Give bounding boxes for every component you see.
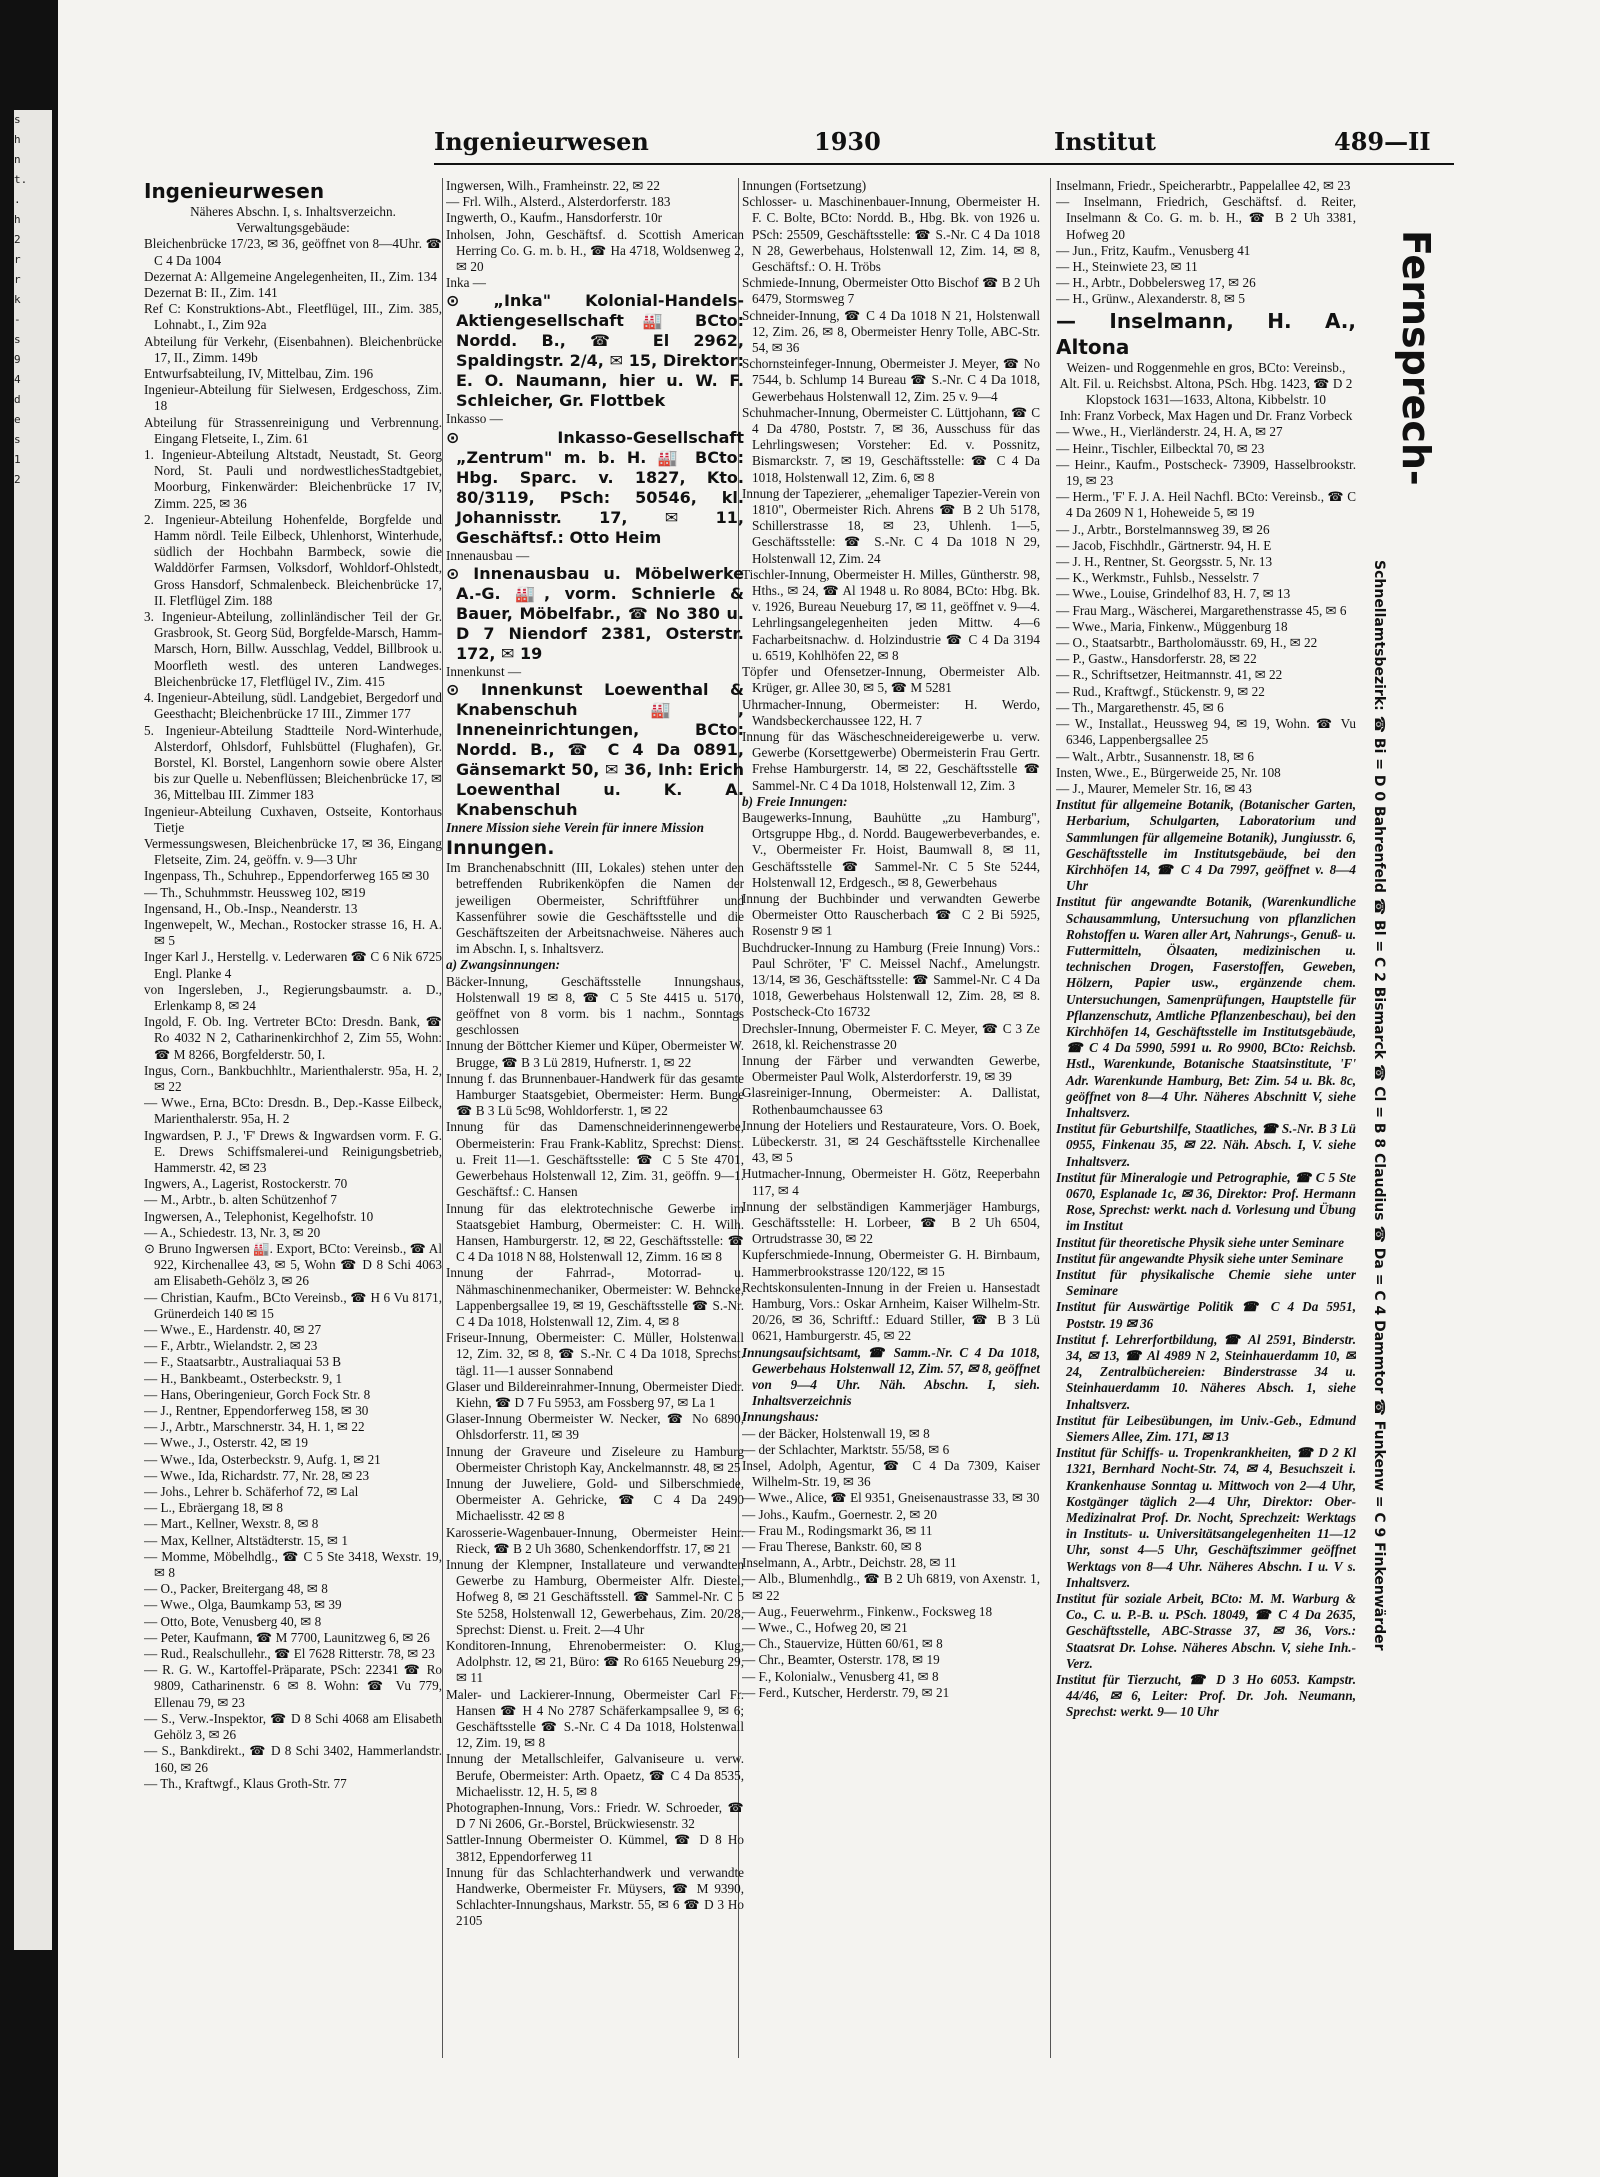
column-1 (144, 178, 442, 2118)
directory-entry: Innung der Juweliere, Gold- und Silberschmiede, Obermeister A. Gehricke, ☎ C 4 Da 2490 Michaelisstr. 42 ✉ 8 (446, 1475, 744, 1524)
directory-entry: — J., Maurer, Memeler Str. 16, ✉ 43 (1056, 780, 1252, 796)
directory-entry: — Alb., Blumenhdlg., ☎ B 2 Uh 6819, von Axenstr. 1, ✉ 22 (742, 1571, 1040, 1603)
directory-entry: Innung für das Damenschneiderinnengewerbe, Obermeisterin: Frau Frank-Kablitz, Sprechst: Dienst. u. Freit 11—1. Geschäftsstelle: ☎ C 5 Ste 4701, Gewerbehaus Holstenwall 12, Zim. 31, geöffn. 9—1. Geschäftsf.: C. Hansen (446, 1119, 744, 1200)
directory-entry: — F., Kolonialw., Venusberg 41, ✉ 8 (742, 1668, 939, 1684)
directory-entry: ⊙ Innenausbau u. Möbelwerke A.-G. 🏭, vorm. Schnierle & Bauer, Möbelfabr., ☎ No 380 u. D 7 Niendorf 2381, Osterstr. 172, ✉ 19 (446, 563, 744, 663)
directory-entry: — Wwe., C., Hofweg 20, ✉ 21 (742, 1620, 908, 1636)
directory-entry: Rechtskonsulenten-Innung in der Freien u. Hansestadt Hamburg, Vors.: Oskar Arnheim, Kaiser Wilhelm-Str. 20/26, ✉ 36, Schriftf.: Eduard Stiller, ☎ B 3 Lü 0621, Hamburgerstr. 45, ✉ 22 (742, 1279, 1040, 1344)
directory-entry: Ref C: Konstruktions-Abt., Fleetflügel, III., Zim. 385, Lohnabt., I., Zim 92a (144, 301, 442, 333)
directory-entry: Innungen (Fortsetzung) (742, 178, 867, 193)
directory-entry: 1. Ingenieur-Abteilung Altstadt, Neustadt, St. Georg Nord, St. Pauli und nordwestlichesStadtgebiet, Moorburg, Finkenwärder: Bleichenbrücke 17 IV, Zimm. 225, ✉ 36 (144, 447, 442, 511)
directory-entry: Institut für Leibesübungen, im Univ.-Geb., Edmund Siemers Allee, Zim. 171, ✉ 13 (1056, 1412, 1356, 1445)
directory-entry: ⊙ Innenkunst Loewenthal & Knabenschuh 🏭, Inneneinrichtungen, BCto: Nordd. B., ☎ C 4 Da 0891, Gänsemarkt 50, ✉ 36, Inh: Erich Loewenthal u. K. A. Knabenschuh (446, 680, 744, 820)
directory-entry: — Aug., Feuerwehrm., Finkenw., Focksweg 18 (742, 1603, 993, 1619)
directory-entry: Insten, Wwe., E., Bürgerweide 25, Nr. 108 (1056, 764, 1281, 780)
directory-entry: Institut für physikalische Chemie siehe unter Seminare (1056, 1267, 1356, 1299)
directory-entry: — Frau Marg., Wäscherei, Margarethenstrasse 45, ✉ 6 (1056, 602, 1347, 618)
directory-entry: Institut für angewandte Botanik, (Warenkundliche Schausammlung, Untersuchung von pflanzlichen Rohstoffen u. Waren aller Art, Nahrungs-, Genuß- u. Futtermitteln, Ölsaaten, medizinischen u. technischen Drogen, Faserstoffen, Geweben, Hölzern, Papier usw., ergänzende chem. Untersuchungen, Samenprüfungen, Hauptstelle für Pflanzenschutz, Amtliche Pflanzenbeschau), bei den Kirchhöfen 14, Geschäftsstelle im Institutsgebäude, ☎ C 4 Da 5990, 5991 u. Ro 9900, BCto: Reichsb. Hstl., Warenkunde, Botanische Staatsinstitute, 'F' Adr. Warenkunde Hamburg, Bet: Zim. 54 u. Bk. 8c, geöffnet von 8—4 Uhr. Näheres Abschnitt V, siehe Inhaltsverz. (1056, 894, 1356, 1120)
directory-entry: Kupferschmiede-Innung, Obermeister G. H. Birnbaum, Hammerbrookstrasse 120/122, ✉ 15 (742, 1247, 1040, 1279)
directory-entry: Konditoren-Innung, Ehrenobermeister: O. Klug, Adolphstr. 12, ✉ 21, Büro: ☎ Ro 6165 Neueburg 29, ✉ 11 (446, 1637, 744, 1686)
directory-entry: Ingwerth, O., Kaufm., Hansdorferstr. 10r (446, 210, 663, 226)
directory-entry: Ingwersen, A., Telephonist, Kegelhofstr. 10 (144, 1208, 374, 1224)
directory-entry: Ingwersen, Wilh., Framheinstr. 22, ✉ 22 (446, 178, 660, 193)
column-rule (442, 178, 443, 2058)
directory-entry: Innere Mission siehe Verein für innere Mission (446, 820, 704, 836)
directory-entry: — Chr., Beamter, Osterstr. 178, ✉ 19 (742, 1652, 940, 1668)
directory-entry: Dezernat B: II., Zim. 141 (144, 285, 278, 301)
directory-entry: Abteilung für Verkehr, (Eisenbahnen). Bleichenbrücke 17, II., Zimm. 149b (144, 333, 442, 365)
directory-entry: — Peter, Kaufmann, ☎ M 7700, Launitzweg 6, ✉ 26 (144, 1629, 430, 1645)
directory-entry: — Frl. Wilh., Alsterd., Alsterdorferstr. 183 (446, 194, 671, 210)
directory-entry: 3. Ingenieur-Abteilung, zollinländischer Teil der Gr. Grasbrook, St. Georg Süd, Borgfelde-Marsch, Hamm-Marsch, Horn, Billw. Ausschlag, Veddel, Billbrook u. Moorfleth westl. des unteren Landweges. Bleichenbrücke 17, Fletflügel IV., Zim. 415 (144, 609, 442, 689)
directory-entry: Photographen-Innung, Vors.: Friedr. W. Schroeder, ☎ D 7 Ni 2606, Gr.-Borstel, Brückwiesenstr. 32 (446, 1800, 744, 1832)
directory-entry: — Wwe., Maria, Finkenw., Müggenburg 18 (1056, 618, 1288, 634)
directory-entry: — Heinr., Kaufm., Postscheck- 73909, Hasselbrookstr. 19, ✉ 23 (1056, 456, 1356, 489)
directory-entry: Abteilung für Strassenreinigung und Verbrennung. Eingang Fletseite, I., Zim. 61 (144, 414, 442, 446)
directory-entry: Innung für das Schlachterhandwerk und verwandte Handwerke, Obermeister Fr. Müysers, ☎ M 9390, Schlachter-Innungshaus, Markstr. 55, ✉ 6 ☎ D 3 Ho 2105 (446, 1864, 744, 1929)
directory-entry: — Herm., 'F' F. J. A. Heil Nachfl. BCto: Vereinsb., ☎ C 4 Da 2609 N 1, Hoheweide 5, ✉ 19 (1056, 489, 1356, 521)
directory-entry: — H., Bankbeamt., Osterbeckstr. 9, 1 (144, 1370, 343, 1386)
directory-entry: — M., Arbtr., b. alten Schützenhof 7 (144, 1192, 338, 1208)
directory-entry: Innung der Fahrrad-, Motorrad- u. Nähmaschinenmechaniker, Obermeister: W. Behncke, Lappenbergsallee 19, ✉ 19, Geschäftsstelle ☎ S.-Nr. C 4 Da 1018, Holstenwall 12, Zim. 4, ✉ 8 (446, 1265, 744, 1329)
directory-entry: — S., Bankdirekt., ☎ D 8 Schi 3402, Hammerlandstr. 160, ✉ 26 (144, 1743, 442, 1775)
directory-entry: — Ferd., Kutscher, Herderstr. 79, ✉ 21 (742, 1684, 950, 1700)
directory-entry: — Th., Kraftwgf., Klaus Groth-Str. 77 (144, 1775, 347, 1791)
directory-entry: — H., Grünw., Alexanderstr. 8, ✉ 5 (1056, 291, 1245, 307)
directory-entry: Innung der Graveure und Ziseleure zu Hamburg Obermeister Christoph Kay, Anckelmannstr. 48, ✉ 25 (446, 1443, 744, 1475)
directory-entry: Ingwardsen, P. J., 'F' Drews & Ingwardsen vorm. F. G. E. Drews Schiffsmalerei-und Reinigungsbetrieb, Hammerstr. 42, ✉ 23 (144, 1127, 442, 1175)
directory-entry: — Th., Schuhmmstr. Heussweg 102, ✉19 (144, 884, 366, 900)
directory-entry: 2. Ingenieur-Abteilung Hohenfelde, Borgfelde und Hamm nördl. Teile Eilbeck, Uhlenhorst, Winterhude, südlich der Hochbahn Barmbeck, sowie die Walddörfer Farmsen, Volksdorf, Wohldorf-Ohlstedt, Gross Hansdorf, Schmalenbeck. Bleichenbrücke 17, II. Fletflügel Zim. 188 (144, 511, 442, 608)
directory-entry: Institut für theoretische Physik siehe unter Seminare (1056, 1234, 1344, 1250)
directory-entry: — F., Staatsarbtr., Australiaquai 53 B (144, 1354, 342, 1370)
directory-entry: — Wwe., H., Vierländerstr. 24, H. A, ✉ 27 (1056, 424, 1283, 440)
side-title (1388, 230, 1448, 530)
directory-entry: Innung f. das Brunnenbauer-Handwerk für das gesamte Hamburger Staatsgebiet, Obermeister: Herm. Bunge ☎ B 3 Lü 5c98, Wohldorferstr. 1, ✉ 22 (446, 1070, 744, 1119)
directory-entry: — Johs., Lehrer b. Schäferhof 72, ✉ Lal (144, 1484, 359, 1500)
directory-entry: Schneider-Innung, ☎ C 4 Da 1018 N 21, Holstenwall 12, Zim. 26, ✉ 8, Obermeister Henry Tolle, ABC-Str. 54, ✉ 36 (742, 307, 1040, 356)
directory-entry: Institut für Mineralogie und Petrographie, ☎ C 5 Ste 0670, Esplanade 1c, ✉ 36, Direktor: Prof. Hermann Rose, Sprechst: werkt. nach d. Vorlesung und Übung im Institut (1056, 1169, 1356, 1234)
directory-entry: — Momme, Möbelhdlg., ☎ C 5 Ste 3418, Wexstr. 19, ✉ 8 (144, 1548, 442, 1581)
directory-entry: — W., Installat., Heussweg 94, ✉ 19, Wohn. ☎ Vu 6346, Lappenbergsallee 25 (1056, 716, 1356, 748)
directory-entry: — Mart., Kellner, Wexstr. 8, ✉ 8 (144, 1516, 319, 1532)
directory-entry: Hutmacher-Innung, Obermeister H. Götz, Reeperbahn 117, ✉ 4 (742, 1166, 1040, 1198)
directory-entry: Inholsen, John, Geschäftsf. d. Scottish American Herring Co. G. m. b. H., ☎ Ha 4718, Woldsenweg 2, ✉ 20 (446, 226, 744, 275)
directory-entry: — Wwe., Erna, BCto: Dresdn. B., Dep.-Kasse Eilbeck, Marienthalerstr. 95a, H. 2 (144, 1095, 442, 1127)
directory-entry: Innung der Böttcher Kiemer und Küper, Obermeister W. Brugge, ☎ B 3 Lü 2819, Hufnerstr. 1, ✉ 22 (446, 1038, 744, 1070)
column-rule (1050, 178, 1051, 2058)
directory-entry: — L., Ebräergang 18, ✉ 8 (144, 1500, 283, 1516)
directory-entry: — Christian, Kaufm., BCto Vereinsb., ☎ H 6 Vu 8171, Grünerdeich 140 ✉ 15 (144, 1289, 442, 1321)
directory-entry: — O., Packer, Breitergang 48, ✉ 8 (144, 1581, 328, 1597)
directory-entry: — P., Gastw., Hansdorferstr. 28, ✉ 22 (1056, 651, 1257, 667)
directory-entry: — Wwe., Ida, Osterbeckstr. 9, Aufg. 1, ✉ 21 (144, 1451, 381, 1467)
directory-entry: — O., Staatsarbtr., Bartholomäusstr. 69, H., ✉ 22 (1056, 635, 1318, 651)
directory-entry: Im Branchenabschnitt (III, Lokales) stehen unter den betreffenden Rubrikenköpfen die Namen der jeweiligen Obermeister, Schriftführer und Kassenführer sowie die Geschäftsstelle und die Geschäftszeiten der Arbeitsnachweise. Näheres auch im Abschn. I, s. Inhaltsverz. (446, 860, 744, 957)
directory-entry: Institut für Auswärtige Politik ☎ C 4 Da 5951, Poststr. 19 ✉ 36 (1056, 1299, 1356, 1331)
directory-entry: Baugewerks-Innung, Bauhütte „zu Hamburg", Ortsgruppe Hbg., d. Nordd. Baugewerbeverbandes, e. V., Obermeister Fr. Hoist, Baumwall 8, ✉ 11, Geschäftsstelle ☎ Sammel-Nr. C 5 Ste 5244, Holstenwall 12, Erdgesch., ✉ 8, Gewerbehaus (742, 809, 1040, 890)
directory-entry: Weizen- und Roggenmehle en gros, BCto: Vereinsb., Alt. Fil. u. Reichsbst. Altona, PSch. Hbg. 1423, ☎ D 2 Klopstock 1631—1633, Altona, Kibbelstr. 10 (1059, 359, 1353, 408)
header-right-keyword: Institut (1054, 127, 1157, 156)
column-3 (742, 178, 1040, 2118)
directory-entry: Innung für das elektrotechnische Gewerbe im Staatsgebiet Hamburg, Obermeister: C. H. Wilh. Hansen, Hamburgerstr. 12, ✉ 22, Geschäftsstelle: ☎ C 4 Da 1018 N 88, Holstenwall 12, Zimm. 16 ✉ 8 (446, 1200, 744, 1265)
directory-entry: Innung der selbständigen Kammerjäger Hamburgs, Geschäftsstelle: H. Lorbeer, ☎ B 2 Uh 6504, Ortrudstrasse 30, ✉ 22 (742, 1198, 1040, 1247)
directory-entry: Innung der Metallschleifer, Galvaniseure u. verw. Berufe, Obermeister: Arth. Opaetz, ☎ C 4 Da 8535, Michaelisstr. 12, H. 5, ✉ 8 (446, 1751, 744, 1799)
directory-entry: Glaser-Innung Obermeister W. Necker, ☎ No 6890, Ohlsdorferstr. 11, ✉ 39 (446, 1411, 744, 1443)
directory-entry: — H., Steinwiete 23, ✉ 11 (1056, 259, 1198, 275)
directory-entry: von Ingersleben, J., Regierungsbaumstr. a. D., Erlenkamp 8, ✉ 24 (144, 981, 442, 1013)
directory-entry: Insel, Adolph, Agentur, ☎ C 4 Da 7309, Kaiser Wilhelm-Str. 19, ✉ 36 (742, 1458, 1040, 1490)
directory-entry: — Heinr., Tischler, Eilbecktal 70, ✉ 23 (1056, 440, 1265, 456)
directory-entry: Dezernat A: Allgemeine Angelegenheiten, II., Zim. 134 (144, 268, 437, 284)
directory-entry: Ingenieur-Abteilung Cuxhaven, Ostseite, Kontorhaus Tietje (144, 803, 442, 835)
directory-entry: Ingenieur-Abteilung für Sielwesen, Erdgeschoss, Zim. 18 (144, 382, 442, 414)
directory-entry: Inselmann, A., Arbtr., Deichstr. 28, ✉ 11 (742, 1555, 957, 1571)
directory-entry: — Johs., Kaufm., Goernestr. 2, ✉ 20 (742, 1506, 937, 1522)
side-exchange-text: Schnellamtsbezirk: ☎ Bi = D 0 Bahrenfeld ☎ Bl = C 2 Bismarck ☎ Cl = B 8 Claudius ☎ Da = C 4 Dammtor ☎ Funkenw = C 9 Finkenwärder (1371, 560, 1387, 1651)
directory-entry: Töpfer und Ofensetzer-Innung, Obermeister Alb. Krüger, gr. Allee 30, ✉ 5, ☎ M 5281 (742, 664, 1040, 696)
directory-entry: b) Freie Innungen: (742, 793, 848, 809)
directory-entry: Inger Karl J., Herstellg. v. Lederwaren ☎ C 6 Nik 6725 Engl. Planke 4 (144, 949, 442, 981)
directory-entry: — Jacob, Fischhdlr., Gärtnerstr. 94, H. E (1056, 537, 1272, 553)
header-page-number: 489—II (1334, 127, 1431, 156)
column-2 (446, 178, 744, 2118)
directory-entry: Inka — (446, 275, 486, 291)
directory-entry: Inh: Franz Vorbeck, Max Hagen und Dr. Franz Vorbeck (1059, 408, 1353, 424)
directory-entry: — Rud., Kraftwgf., Stückenstr. 9, ✉ 22 (1056, 683, 1265, 699)
directory-entry: Ingenwepelt, W., Mechan., Rostocker strasse 16, H. A. ✉ 5 (144, 916, 442, 949)
directory-entry: — Wwe., E., Hardenstr. 40, ✉ 27 (144, 1322, 322, 1338)
directory-entry: Ingenieurwesen (144, 179, 325, 203)
directory-entry: — Inselmann, H. A., Altona (1056, 308, 1356, 359)
directory-entry: Vermessungswesen, Bleichenbrücke 17, ✉ 36, Eingang Fletseite, Zim. 24, geöffn. v. 9—3 Uhr (144, 835, 442, 868)
side-title-text: Fernsprech- (1394, 230, 1438, 486)
header-year: 1930 (814, 127, 881, 156)
directory-entry: Innung der Tapezierer, „ehemaliger Tapezier-Verein von 1810", Obermeister Rich. Ahrens ☎ B 2 Uh 5178, Schillerstrasse 18, ✉ 23, Uhlenh. 1—5, Geschäftsstelle: ☎ S.-Nr. C 4 Da 1018 N 29, Holstenwall 12, Zim. 24 (742, 485, 1040, 566)
directory-entry: Innung der Buchbinder und verwandten Gewerbe Obermeister Otto Rauscherbach ☎ C 2 Bi 5925, Rosenstr 9 ✉ 1 (742, 890, 1040, 939)
left-page-edge (0, 0, 58, 2177)
directory-entry: Inkasso — (446, 411, 503, 427)
directory-entry: Bäcker-Innung, Geschäftsstelle Innungshaus, Holstenwall 19 ✉ 8, ☎ C 5 Ste 4415 u. 5170, geöffnet von 8 vorm. bis 1 nachm., Sonntags geschlossen (446, 973, 744, 1038)
column-4 (1056, 178, 1356, 2118)
directory-entry: Innungen. (446, 837, 555, 860)
directory-entry: — der Schlachter, Marktstr. 55/58, ✉ 6 (742, 1441, 950, 1457)
directory-entry: Ingold, F. Ob. Ing. Vertreter BCto: Dresdn. Bank, ☎ Ro 4032 N 2, Catharinenkirchhof 2, Zim 55, Wohn: ☎ M 8266, Borgfelderstr. 50, I. (144, 1014, 442, 1062)
directory-entry: — Wwe., J., Osterstr. 42, ✉ 19 (144, 1435, 308, 1451)
directory-entry: — J., Rentner, Eppendorferweg 158, ✉ 30 (144, 1403, 369, 1419)
directory-entry: — K., Werkmstr., Fuhlsb., Nesselstr. 7 (1056, 570, 1260, 586)
directory-entry: — Wwe., Ida, Richardstr. 77, Nr. 28, ✉ 23 (144, 1467, 370, 1483)
directory-entry: ⊙ Bruno Ingwersen 🏭. Export, BCto: Vereinsb., ☎ Al 922, Kirchenallee 43, ✉ 5, Wohn ☎ D 8 Schi 4063 am Elisabeth-Gehölz 3, ✉ 26 (144, 1241, 442, 1289)
directory-entry: Ingenpass, Th., Schuhrep., Eppendorferweg 165 ✉ 30 (144, 868, 430, 884)
directory-entry: Institut für angewandte Physik siehe unter Seminare (1056, 1250, 1344, 1266)
directory-entry: Drechsler-Innung, Obermeister F. C. Meyer, ☎ C 3 Ze 2618, kl. Reichenstrasse 20 (742, 1020, 1040, 1052)
directory-entry: Glaser und Bildereinrahmer-Innung, Obermeister Diedr. Kiehn, ☎ D 7 Fu 5953, am Fossberg 97, ✉ La 1 (446, 1378, 744, 1410)
directory-entry: — F., Arbtr., Wielandstr. 2, ✉ 23 (144, 1338, 318, 1354)
directory-entry: Ingensand, H., Ob.-Insp., Neanderstr. 13 (144, 900, 358, 916)
directory-entry: Institut für allgemeine Botanik, (Botanischer Garten, Herbarium, Schulgarten, Laboratorium und Sammlungen für allgemeine Botanik), Jungiusstr. 6, Geschäftsstelle im Institutsgebäude, bei den Kirchhöfen 14, ☎ C 4 Da 7997, geöffnet v. 8—4 Uhr (1056, 797, 1356, 894)
directory-entry: Näheres Abschn. I, s. Inhaltsverzeichn. (190, 204, 396, 219)
directory-entry: — Inselmann, Friedrich, Geschäftsf. d. Reiter, Inselmann & Co. G. m. b. H., ☎ B 2 Uh 3381, Hofweg 20 (1056, 194, 1356, 242)
directory-entry: Ingwers, A., Lagerist, Rostockerstr. 70 (144, 1176, 348, 1192)
directory-entry: Institut für Schiffs- u. Tropenkrankheiten, ☎ D 2 Kl 1321, Bernhard Nocht-Str. 74, ✉ 4, Besuchszeit i. Krankenhause Sonntag u. Mittwoch von 2—4 Uhr, Kostgänger täglich 2—4 Uhr, Direktor: Ober-Medizinalrat Prof. Dr. Nocht, Sprechzeit: Werktags in Instituts- u. Universitätsangelegenheiten 11—12 Uhr, sonst 4—5 Uhr, Geschäftszimmer geöffnet Werktags von 8—4 Uhr. Näheres Abschn. I u. V s. Inhaltsverz. (1056, 1445, 1356, 1590)
directory-entry: Innung der Färber und verwandten Gewerbe, Obermeister Paul Wolk, Alsterdorferstr. 19, ✉ 39 (742, 1052, 1040, 1085)
directory-entry: — Rud., Realschullehr., ☎ El 7628 Ritterstr. 78, ✉ 23 (144, 1646, 435, 1662)
directory-entry: Schuhmacher-Innung, Obermeister C. Lüttjohann, ☎ C 4 Da 4780, Poststr. 7, ✉ 36, Ausschuss für das Lehrlingswesen; Vorsteher: Ed. v. Possnitz, Bismarckstr. 7, ✉ 19, Geschäftsstelle: ☎ C 4 Da 1018, Holstenwall 12, Zim. 6, ✉ 8 (742, 404, 1040, 485)
directory-entry: 5. Ingenieur-Abteilung Stadtteile Nord-Winterhude, Alsterdorf, Ohlsdorf, Fuhlsbüttel (Flughafen), Gr. Borstel, Kl. Borstel, Langenhorn sowie obere Alster bis zur Quelle u. Nebenflüssen; Bleichenbrücke 17, ✉ 36, Mittelbau III. Zimmer 183 (144, 722, 442, 803)
directory-entry: — Max, Kellner, Altstädterstr. 15, ✉ 1 (144, 1532, 348, 1548)
directory-entry: — J., Arbtr., Borstelmannsweg 39, ✉ 26 (1056, 521, 1270, 537)
directory-entry: Sattler-Innung Obermeister O. Kümmel, ☎ D 8 Ho 3812, Eppendorferweg 11 (446, 1832, 744, 1864)
directory-entry: Karosserie-Wagenbauer-Innung, Obermeister Heinr. Rieck, ☎ B 2 Uh 3680, Schenkendorffstr. 17, ✉ 21 (446, 1524, 744, 1556)
directory-entry: 4. Ingenieur-Abteilung, südl. Landgebiet, Bergedorf und Geesthacht; Bleichenbrücke 17 III., Zimmer 177 (144, 690, 442, 722)
directory-entry: — J. H., Rentner, St. Georgsstr. 5, Nr. 13 (1056, 554, 1273, 570)
directory-entry: Entwurfsabteilung, IV, Mittelbau, Zim. 196 (144, 366, 374, 382)
directory-entry: Institut f. Lehrerfortbildung, ☎ Al 2591, Binderstr. 34, ✉ 13, ☎ Al 4989 N 2, Steinhauerdamm 10, ✉ 24, Zentralbüchereien: Binderstrasse 34 u. Steinhauerdamm 10. Näheres Absch. 1, siehe Inhaltsverz. (1056, 1331, 1356, 1412)
directory-entry: Tischler-Innung, Obermeister H. Milles, Güntherstr. 98, Hths., ✉ 24, ☎ Al 1948 u. Ro 8084, BCto: Hbg. Bk. v. 1926, Bureau Neueburg 17, ✉ 11, geöffnet v. 9—4. Lehrlingsangelegenheiten jeden Mittw. 4—6 Facharbeitsnachw. d. Holzindustrie ☎ C 4 Da 3194 u. 6519, Kohlhöfen 22, ✉ 8 (742, 566, 1040, 663)
directory-entry: Bleichenbrücke 17/23, ✉ 36, geöffnet von 8—4Uhr. ☎ C 4 Da 1004 (144, 236, 442, 268)
directory-entry: Institut für Geburtshilfe, Staatliches, ☎ S.-Nr. B 3 Lü 0955, Finkenau 35, ✉ 22. Näh. Absch. I, V. siehe Inhaltsverz. (1056, 1121, 1356, 1169)
directory-entry: Innenkunst — (446, 663, 522, 679)
directory-entry: — Wwe., Alice, ☎ El 9351, Gneisenaustrasse 33, ✉ 30 (742, 1490, 1040, 1506)
header-left-keyword: Ingenieurwesen (434, 127, 649, 156)
directory-entry: — Frau Therese, Bankstr. 60, ✉ 8 (742, 1539, 922, 1555)
directory-entry: a) Zwangsinnungen: (446, 957, 560, 973)
directory-entry: Innung für das Wäscheschneidereigewerbe u. verw. Gewerbe (Korsettgewerbe) Obermeisterin Frau Gertr. Frehse Hamburgerstr. 14, ✉ 22, Geschäftsstelle ☎ Sammel-Nr. C 4 Da 1018, Holstenwall 12, Zim. 3 (742, 728, 1040, 793)
directory-entry: Friseur-Innung, Obermeister: C. Müller, Holstenwall 12, Zim. 32, ✉ 8, ☎ S.-Nr. C 4 Da 1018, Sprechst. tägl. 11—1 ausser Sonnabend (446, 1330, 744, 1378)
directory-entry: — S., Verw.-Inspektor, ☎ D 8 Schi 4068 am Elisabeth Gehölz 3, ✉ 26 (144, 1710, 442, 1743)
directory-entry: Innenausbau — (446, 547, 530, 563)
directory-entry: ⊙ „Inka" Kolonial-Handels-Aktiengesellschaft 🏭 BCto: Nordd. B., ☎ El 2962, Spaldingstr. 2/4, ✉ 15, Direktor: E. O. Naumann, hier u. W. F. Schleicher, Gr. Flottbek (446, 291, 744, 411)
directory-entry: — R. G. W., Kartoffel-Präparate, PSch: 22341 ☎ Ro 9809, Catharinenstr. 6 ✉ 8. Wohn: ☎ Vu 779, Ellenau 79, ✉ 23 (144, 1662, 442, 1710)
directory-entry: — Ch., Stauervize, Hütten 60/61, ✉ 8 (742, 1636, 943, 1652)
directory-entry: Innung der Hoteliers und Restaurateure, Vors. O. Boek, Lübeckerstr. 31, ✉ 24 Geschäftsstelle Kirchenallee 43, ✉ 5 (742, 1117, 1040, 1166)
directory-entry: — Th., Margarethenstr. 45, ✉ 6 (1056, 699, 1224, 715)
side-margin-legend (1368, 230, 1448, 1790)
directory-entry: Institut für Tierzucht, ☎ D 3 Ho 6053. Kampstr. 44/46, ✉ 6, Leiter: Prof. Dr. Joh. Neumann, Sprechst: werkt. 9— 10 Uhr (1056, 1672, 1356, 1720)
directory-entry: — Otto, Bote, Venusberg 40, ✉ 8 (144, 1613, 322, 1629)
directory-entry: — Frau M., Rodingsmarkt 36, ✉ 11 (742, 1522, 933, 1538)
directory-entry: — Jun., Fritz, Kaufm., Venusberg 41 (1056, 242, 1251, 258)
directory-entry: Innungsaufsichtsamt, ☎ Samm.-Nr. C 4 Da 1018, Gewerbehaus Holstenwall 12, Zim. 57, ✉ 8, geöffnet von 9—4 Uhr. Näh. Abschn. I, sieh. Inhaltsverzeichnis (742, 1344, 1040, 1409)
directory-entry: ⊙ Inkasso-Gesellschaft „Zentrum" m. b. H. 🏭 BCto: Hbg. Sparc. v. 1827, Kto. 80/3119, PSch: 50546, kl. Johannisstr. 17, ✉ 11, Geschäftsf.: Otto Heim (446, 427, 744, 547)
directory-entry: Innungshaus: (742, 1409, 819, 1425)
running-header (434, 125, 1454, 165)
directory-entry: — Walt., Arbtr., Susannenstr. 18, ✉ 6 (1056, 748, 1255, 764)
directory-entry: Verwaltungsgebäude: (236, 220, 350, 236)
directory-entry: — Wwe., Louise, Grindelhof 83, H. 7, ✉ 13 (1056, 586, 1291, 602)
adjacent-page-fragment: s h n t. . h 2 r r k - s 9 4 d e s 1 2 (14, 110, 52, 1950)
directory-entry: Schornsteinfeger-Innung, Obermeister J. Meyer, ☎ No 7544, b. Schlump 14 Bureau ☎ S.-Nr. C 4 Da 1018, Gewerbehaus Holstenwall 12, Zim. 25 v. 9—4 (742, 356, 1040, 404)
directory-entry: Schlosser- u. Maschinenbauer-Innung, Obermeister H. F. C. Bolte, BCto: Nordd. B., Hbg. Bk. von 1926 u. PSch: 25509, Geschäftsstelle: ☎ S.-Nr. C 4 Da 1018 N 28, Gewerbehaus, Holstenwall 12, Zim. 14, ✉ 8, Geschäftsf.: O. H. Tröbs (742, 194, 1040, 275)
side-exchange-row (1368, 560, 1448, 1790)
directory-entry: — H., Arbtr., Dobbelersweg 17, ✉ 26 (1056, 275, 1256, 291)
directory-entry: Maler- und Lackierer-Innung, Obermeister Carl Fr. Hansen ☎ H 4 No 2787 Schäferkampsallee 9, ✉ 6; Geschäftsstelle ☎ S.-Nr. C 4 Da 1018, Holstenwall 12, Zim. 19, ✉ 8 (446, 1686, 744, 1751)
directory-entry: Uhrmacher-Innung, Obermeister: H. Werdo, Wandsbeckerchaussee 122, H. 7 (742, 696, 1040, 728)
directory-entry: — der Bäcker, Holstenwall 19, ✉ 8 (742, 1425, 930, 1441)
directory-entry: Innung der Klempner, Installateure und verwandten Gewerbe zu Hamburg, Obermeister Alfr. Diestel, Hofweg 8, ✉ 21 Geschäftsstell. ☎ Sammel-Nr. C 5 Ste 5258, Holstenwall 12, Gewerbehaus, Zim. 20/28, Sprechst: Dienst. u. Freit. 2—4 Uhr (446, 1556, 744, 1637)
directory-entry: Glasreiniger-Innung, Obermeister: A. Dallistat, Rothenbaumchaussee 63 (742, 1085, 1040, 1117)
directory-entry: — A., Schiedestr. 13, Nr. 3, ✉ 20 (144, 1224, 321, 1240)
directory-entry: Ingus, Corn., Bankbuchhltr., Marienthalerstr. 95a, H. 2, ✉ 22 (144, 1062, 442, 1094)
directory-entry: — J., Arbtr., Marschnerstr. 34, H. 1, ✉ 22 (144, 1419, 365, 1435)
directory-entry: Institut für soziale Arbeit, BCto: M. M. Warburg & Co., C. u. P.-B. u. PSch. 18049, ☎ C 4 Da 2635, Geschäftsstelle, ABC-Strasse 37, ✉ 36, Vors.: Staatsrat Dr. Lohse. Näheres Abschn. V, siehe Inh.-Verz. (1056, 1591, 1356, 1671)
directory-entry: Schmiede-Innung, Obermeister Otto Bischof ☎ B 2 Uh 6479, Stormsweg 7 (742, 275, 1040, 307)
directory-entry: — Hans, Oberingenieur, Gorch Fock Str. 8 (144, 1386, 371, 1402)
directory-entry: Buchdrucker-Innung zu Hamburg (Freie Innung) Vors.: Paul Schröter, 'F' C. Meissel Nachf., Amelungstr. 13/14, ✉ 36, Geschäftsstelle: ☎ Sammel-Nr. C 4 Da 1018, Gewerbehaus Holstenwall 12, Zim. 28, ✉ 8. Postscheck-Cto 16732 (742, 939, 1040, 1020)
directory-entry: — Wwe., Olga, Baumkamp 53, ✉ 39 (144, 1597, 342, 1613)
directory-entry: Inselmann, Friedr., Speicherarbtr., Pappelallee 42, ✉ 23 (1056, 178, 1351, 193)
directory-entry: — R., Schriftsetzer, Heitmannstr. 41, ✉ 22 (1056, 667, 1283, 683)
